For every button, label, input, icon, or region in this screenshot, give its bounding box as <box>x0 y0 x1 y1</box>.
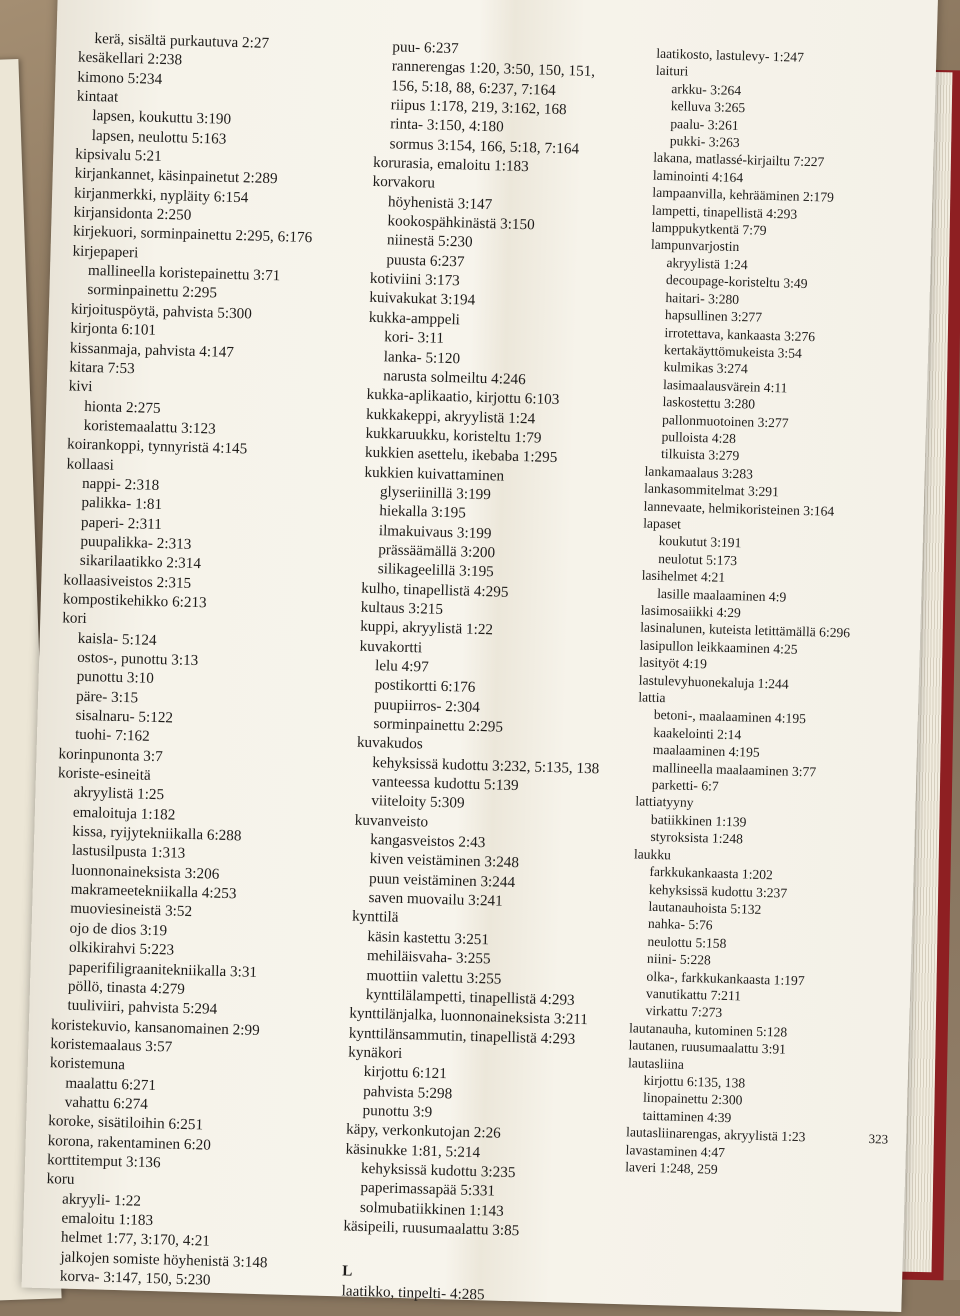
index-entry: lautasliinarengas, akryylistä 1:23 <box>625 1124 806 1145</box>
index-subentry: glyseriinillä 3:199 <box>379 483 492 504</box>
index-entry: lasipullon leikkaaminen 4:25 <box>639 637 798 657</box>
index-subentry: kirjottu 6:121 <box>363 1063 448 1083</box>
index-subentry: paperi- 2:311 <box>80 513 163 533</box>
index-subentry: parketti- 6:7 <box>651 776 719 794</box>
index-subentry: paperimassapää 5:331 <box>360 1179 496 1200</box>
index-subentry: styroksista 1:248 <box>650 829 744 847</box>
index-subentry: lasille maalaaminen 4:9 <box>657 585 787 605</box>
index-subentry: kynttilälampetti, tinapellistä 4:293 <box>365 985 575 1009</box>
index-subentry: batiikkinen 1:139 <box>650 811 747 830</box>
index-subentry: nahka- 5:76 <box>647 916 713 933</box>
index-subentry: olkikirahvi 5:223 <box>68 938 175 959</box>
index-subentry: 156, 5:18, 88, 6:237, 7:164 <box>391 77 557 99</box>
index-subentry: mehiläisvaha- 3:255 <box>366 947 491 968</box>
index-subentry: olka-, farkkukankaasta 1:197 <box>646 968 805 988</box>
index-subentry: sikarilaatikko 2:314 <box>79 552 202 573</box>
index-entry: kirjekuori, sorminpainettu 2:295, 6:176 <box>72 222 313 247</box>
index-subentry: muottiin valettu 3:255 <box>366 966 502 988</box>
index-entry: kissanmaja, pahvista 4:147 <box>69 338 235 361</box>
index-subentry: lapsen, neulottu 5:163 <box>91 126 227 148</box>
index-subentry: jalkojen somiste höyhenistä 3:148 <box>60 1248 268 1271</box>
index-entry: kynttilänsammutin, tinapellistä 4:293 <box>348 1024 576 1048</box>
index-subentry: kori- 3:11 <box>384 328 445 348</box>
index-entry: lampunvarjostin <box>650 237 740 255</box>
index-subentry: decoupage-koristeltu 3:49 <box>665 272 808 292</box>
index-entry: laveri 1:248, 259 <box>624 1159 718 1177</box>
index-entry: kynttilänjalka, luonnonaineksista 3:211 <box>349 1004 589 1029</box>
index-subentry: haitari- 3:280 <box>665 289 740 307</box>
index-subentry: hiekalla 3:195 <box>379 502 467 522</box>
index-entry: kuvanveisto <box>354 811 429 831</box>
index-entry: lampaanvilla, kehrääminen 2:179 <box>652 184 835 205</box>
index-subentry: viiteloity 5:309 <box>371 792 465 813</box>
index-subentry: lasimaalausvärein 4:11 <box>662 376 788 396</box>
index-entry: kulho, tinapellistä 4:295 <box>361 579 509 601</box>
index-subentry: makrameetekniikalla 4:253 <box>70 880 237 903</box>
index-entry: kintaat <box>76 87 119 106</box>
index-entry: käsipeili, ruusumaalattu 3:85 <box>343 1217 520 1240</box>
index-entry: korvakoru <box>372 173 436 192</box>
index-subentry: kaisla- 5:124 <box>77 629 157 649</box>
index-subentry: laskostettu 3:280 <box>662 394 756 412</box>
index-column-1 <box>44 29 359 1294</box>
index-entry: koirankoppi, tynnyristä 4:145 <box>66 435 248 458</box>
index-entry: kynttilä <box>351 908 399 927</box>
index-subentry: niini- 5:228 <box>646 950 712 968</box>
index-subentry: muoviesineistä 3:52 <box>69 900 193 921</box>
index-entry: kuvakudos <box>356 733 423 753</box>
index-subentry: rannerengas 1:20, 3:50, 150, 151, <box>391 57 596 81</box>
index-entry: laatikosto, lastulevy- 1:247 <box>656 45 805 65</box>
index-subentry: nappi- 2:318 <box>81 474 160 494</box>
index-subentry: pallonmuotoinen 3:277 <box>661 411 789 431</box>
index-entry: kukka-aplikaatio, kirjottu 6:103 <box>366 385 560 409</box>
index-entry: lattiatyyny <box>635 793 694 811</box>
index-subentry: maalaaminen 4:195 <box>652 742 760 761</box>
index-subentry: lautanauhoista 5:132 <box>648 898 762 917</box>
index-entry: kukkaruukku, koristeltu 1:79 <box>365 424 542 447</box>
index-subentry: paperifiligraanitekniikalla 3:31 <box>68 958 258 981</box>
index-subentry: ilmakuivaus 3:199 <box>378 521 492 542</box>
index-entry: lankasommitelmat 3:291 <box>643 480 780 500</box>
index-entry: koriste-esineitä <box>57 764 151 784</box>
index-subentry: saven muovailu 3:241 <box>368 889 503 910</box>
index-subentry: lanka- 5:120 <box>383 347 461 367</box>
index-entry: kirjoituspöytä, pahvista 5:300 <box>70 300 253 323</box>
index-entry: lakana, matlassé-kirjailtu 7:227 <box>653 150 825 170</box>
index-entry: kukkien asettelu, ikebaba 1:295 <box>364 443 558 467</box>
index-entry: kukkien kuivattaminen <box>364 463 505 485</box>
index-entry: lasimosaiikki 4:29 <box>640 602 741 621</box>
index-subentry: tilkuista 3:279 <box>660 446 740 464</box>
index-subentry: hapsullinen 3:277 <box>664 307 763 325</box>
index-subentry: kehyksissä kudottu 3:235 <box>360 1159 516 1182</box>
index-subentry: kehyksissä kudottu 3:237 <box>648 881 788 901</box>
index-entry: laituri <box>655 63 689 79</box>
index-subentry: lelu 4:97 <box>374 657 429 676</box>
index-subentry: palikka- 1:81 <box>81 494 163 514</box>
page-number: 323 <box>868 1131 889 1147</box>
index-subentry: koukutut 3:191 <box>658 533 742 551</box>
index-entry: käsinukke 1:81, 5:214 <box>345 1140 481 1161</box>
index-subentry: puu- 6:237 <box>392 38 459 58</box>
index-entry: kirjansidonta 2:250 <box>73 203 192 224</box>
index-entry: lankamaalaus 3:283 <box>644 463 754 482</box>
index-subentry: pukki- 3:263 <box>669 133 740 151</box>
index-subentry: vanutikattu 7:211 <box>645 985 742 1004</box>
index-entry: kuvakortti <box>359 637 423 657</box>
index-subentry: kaakelointi 2:14 <box>653 724 742 743</box>
index-subentry: emaloitu 1:183 <box>61 1209 154 1230</box>
index-subentry: päre- 3:15 <box>75 687 139 707</box>
index-entry: kivi <box>68 377 93 396</box>
index-subentry: emaloituja 1:182 <box>72 803 176 824</box>
index-entry: koristemaalaus 3:57 <box>50 1035 173 1056</box>
index-subentry: kehyksissä kudottu 3:232, 5:135, 138 <box>372 753 600 778</box>
index-entry: koristemuna <box>49 1054 126 1074</box>
index-entry: kynäkori <box>348 1043 403 1062</box>
index-entry: kesäkellari 2:238 <box>77 48 183 69</box>
index-entry: kirjanmerkki, nypläity 6:154 <box>73 184 249 207</box>
index-subentry: punottu 3:9 <box>362 1101 433 1121</box>
index-subentry: kiven veistäminen 3:248 <box>369 850 520 872</box>
index-entry: korinpunonta 3:7 <box>58 745 163 765</box>
index-subentry: vanteessa kudottu 5:139 <box>371 773 519 795</box>
index-entry: kompostikehikko 6:213 <box>62 590 207 612</box>
index-entry: kirjepaperi <box>72 242 139 262</box>
index-subentry: tuohi- 7:162 <box>74 726 150 746</box>
index-entry: koru <box>46 1170 75 1189</box>
index-subentry: sormus 3:154, 166, 5:18, 7:164 <box>389 135 580 158</box>
index-entry: lastulevyhuonekaluja 1:244 <box>638 672 789 692</box>
index-entry: kukkakeppi, akryylistä 1:24 <box>365 405 536 427</box>
index-entry: lautasliina <box>627 1054 685 1072</box>
index-subentry: käsin kastettu 3:251 <box>367 927 490 949</box>
index-subentry: postikortti 6:176 <box>374 676 476 697</box>
index-subentry: taittaminen 4:39 <box>642 1107 732 1125</box>
index-subentry: kulmikas 3:274 <box>663 359 748 377</box>
index-subentry: mallineella maalaaminen 3:77 <box>652 759 817 780</box>
index-subentry: puusta 6:237 <box>386 251 465 271</box>
index-subentry: narusta solmeiltu 4:246 <box>382 367 526 389</box>
index-subentry: neulottu 5:158 <box>647 933 727 951</box>
index-subentry: rinta- 3:150, 4:180 <box>389 115 504 136</box>
index-entry: kirjonta 6:101 <box>70 319 157 339</box>
index-entry: korurasia, emaloitu 1:183 <box>372 153 529 176</box>
index-entry: kukka-amppeli <box>368 308 461 329</box>
index-subentry: akryyli- 1:22 <box>61 1190 142 1210</box>
index-subentry: punottu 3:10 <box>76 668 155 688</box>
index-subentry: solmubatiikkinen 1:143 <box>359 1198 505 1220</box>
index-subentry: virkattu 7:273 <box>645 1003 723 1021</box>
index-entry: lavastaminen 4:47 <box>625 1141 726 1160</box>
index-column-3 <box>625 45 936 1184</box>
index-subentry: höyhenistä 3:147 <box>387 193 493 213</box>
index-subentry: kelluva 3:265 <box>670 98 746 116</box>
index-entry: koroke, sisätiloihin 6:251 <box>48 1112 204 1134</box>
index-entry: lasityöt 4:19 <box>639 654 708 672</box>
index-entry: kollaasi <box>66 454 115 474</box>
index-page <box>22 0 939 1312</box>
index-subentry: ojo de dios 3:19 <box>69 919 168 940</box>
index-subentry: tuuliviiri, pahvista 5:294 <box>67 996 218 1018</box>
index-subentry: arkku- 3:264 <box>671 80 742 98</box>
index-subentry: mallineella koristepainettu 3:71 <box>87 262 281 285</box>
index-letter-heading: L <box>341 1262 353 1280</box>
index-subentry: helmet 1:77, 3:170, 4:21 <box>60 1228 211 1251</box>
index-subentry: kirjottu 6:135, 138 <box>643 1072 746 1091</box>
index-subentry: hionta 2:275 <box>84 397 161 417</box>
index-entry: lamppukytkentä 7:79 <box>651 219 767 238</box>
index-subentry: sorminpainettu 2:295 <box>373 715 504 736</box>
index-subentry: lastusilpusta 1:313 <box>71 842 186 863</box>
index-subentry: pöllö, tinasta 4:279 <box>67 977 186 998</box>
index-entry: kuivakukat 3:194 <box>369 289 476 310</box>
index-subentry: riipus 1:178, 219, 3:162, 168 <box>390 96 567 119</box>
index-entry: laukku <box>633 846 672 863</box>
index-subentry: silikageelillä 3:195 <box>377 560 494 581</box>
index-subentry: neulotut 5:173 <box>658 550 738 568</box>
index-entry: lasinalunen, kuteista letittämällä 6:296 <box>640 619 851 641</box>
index-entry: lautanen, ruusumaalattu 3:91 <box>628 1037 787 1057</box>
index-subentry: kertakäyttömukeista 3:54 <box>663 341 802 361</box>
index-entry: lapaset <box>642 515 682 532</box>
index-subentry: akryylistä 1:25 <box>73 784 165 804</box>
index-subentry: prässäämällä 3:200 <box>378 541 496 562</box>
index-entry: kirjankannet, käsinpainetut 2:289 <box>74 164 278 188</box>
index-subentry: sisalnaru- 5:122 <box>75 706 174 727</box>
index-subentry: korva- 3:147, 150, 5:230 <box>59 1267 211 1289</box>
index-subentry: maalattu 6:271 <box>65 1074 157 1094</box>
index-entry: kollaasiveistos 2:315 <box>63 570 192 592</box>
index-subentry: pahvista 5:298 <box>362 1082 453 1102</box>
index-subentry: puupalikka- 2:313 <box>80 532 192 553</box>
index-subentry: farkkukankaasta 1:202 <box>649 863 774 883</box>
index-entry: korttitemput 3:136 <box>46 1151 161 1172</box>
index-subentry: kerä, sisältä purkautuva 2:27 <box>94 30 270 52</box>
index-subentry: kissa, ryijytekniikalla 6:288 <box>72 822 242 845</box>
index-subentry: luonnonaineksista 3:206 <box>71 861 220 883</box>
index-entry: kipsivalu 5:21 <box>75 145 162 165</box>
index-subentry: puun veistäminen 3:244 <box>368 869 516 891</box>
index-entry: koristekuvio, kansanomainen 2:99 <box>50 1015 260 1039</box>
index-subentry: akryylistä 1:24 <box>666 254 748 273</box>
index-subentry: niinestä 5:230 <box>386 231 473 252</box>
index-subentry: koristemaalattu 3:123 <box>83 416 216 438</box>
index-entry: lannevaate, helmikoristeinen 3:164 <box>643 498 835 519</box>
index-subentry: puupiirros- 2:304 <box>373 695 481 716</box>
index-subentry: pulloista 4:28 <box>661 428 737 447</box>
index-subentry: irrotettava, kankaasta 3:276 <box>664 324 816 344</box>
index-entry: kotiviini 3:173 <box>369 269 460 290</box>
index-subentry: vahattu 6:274 <box>64 1093 149 1113</box>
index-entry: laatikko, tinpelti- 4:285 <box>341 1282 485 1304</box>
index-entry: kimono 5:234 <box>77 68 163 88</box>
index-entry: kitara 7:53 <box>69 358 135 378</box>
index-entry: lattia <box>638 689 666 706</box>
index-subentry: sorminpainettu 2:295 <box>87 281 218 302</box>
index-entry: kultaus 3:215 <box>360 598 444 618</box>
index-entry: lautanauha, kutominen 5:128 <box>628 1020 788 1040</box>
index-subentry: kookospähkinästä 3:150 <box>387 212 535 234</box>
index-subentry: linopainettu 2:300 <box>642 1090 743 1108</box>
index-entry: kuppi, akryylistä 1:22 <box>359 617 494 639</box>
index-subentry: betoni-, maalaaminen 4:195 <box>653 707 807 727</box>
index-entry: laminointi 4:164 <box>652 167 744 186</box>
index-entry: kori <box>62 609 88 628</box>
index-subentry: ostos-, punottu 3:13 <box>76 648 199 670</box>
index-subentry: lapsen, koukuttu 3:190 <box>92 107 232 129</box>
index-entry: lampetti, tinapellistä 4:293 <box>651 202 798 222</box>
index-entry: käpy, verkonkutojan 2:26 <box>345 1120 501 1143</box>
index-entry: korona, rakentaminen 6:20 <box>47 1131 212 1154</box>
index-subentry: paalu- 3:261 <box>670 115 739 133</box>
index-entry: lasihelmet 4:21 <box>641 567 726 586</box>
index-subentry: kangasveistos 2:43 <box>370 831 486 852</box>
index-column-2 <box>341 37 656 1308</box>
